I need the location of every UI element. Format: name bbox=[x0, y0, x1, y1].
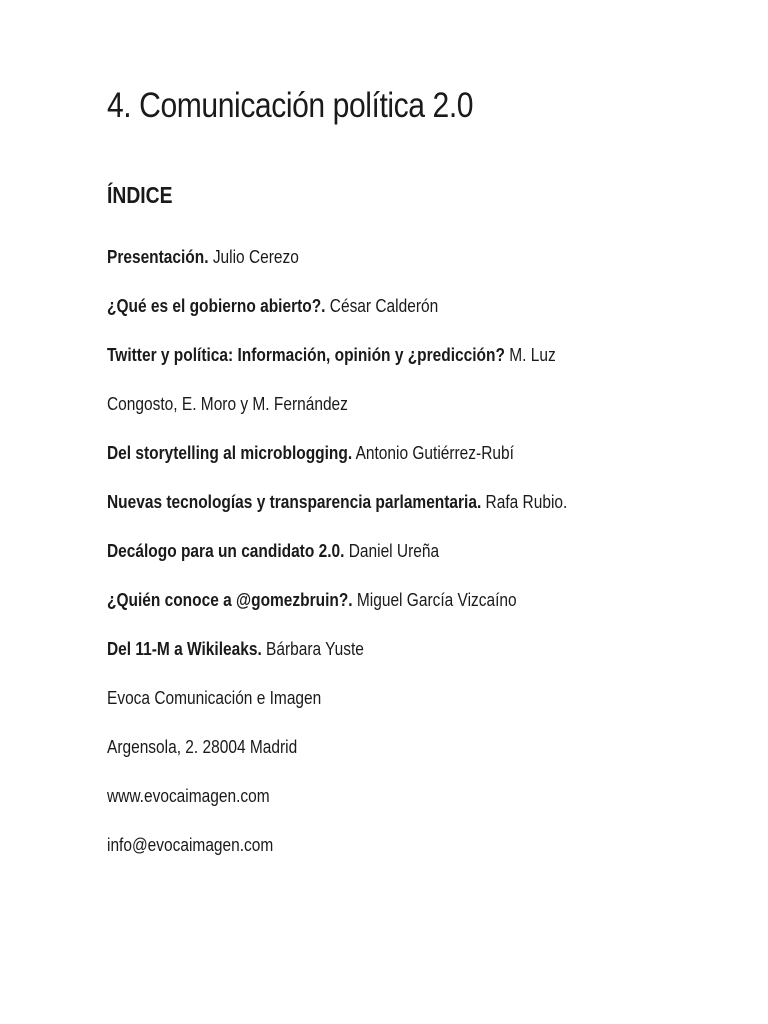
publisher-address: Argensola, 2. 28004 Madrid bbox=[107, 737, 298, 757]
entry-title: Del storytelling al microblogging. bbox=[107, 443, 353, 463]
entry-author: M. Luz bbox=[504, 345, 556, 365]
index-heading: ÍNDICE bbox=[107, 182, 173, 208]
index-entry-twitter-politica-continued bbox=[107, 390, 567, 439]
index-entry-presentacion bbox=[107, 243, 567, 292]
entry-author: César Calderón bbox=[325, 296, 439, 316]
index-entry-storytelling bbox=[107, 439, 567, 488]
entry-title: ¿Quién conoce a @gomezbruin?. bbox=[107, 590, 353, 610]
index-entry-decalogo bbox=[107, 537, 567, 586]
publisher-name: Evoca Comunicación e Imagen bbox=[107, 688, 322, 708]
publisher-website: www.evocaimagen.com bbox=[107, 786, 270, 806]
entry-title: ¿Qué es el gobierno abierto?. bbox=[107, 296, 326, 316]
index-entry-gobierno-abierto bbox=[107, 292, 567, 341]
entry-title: Presentación. bbox=[107, 247, 209, 267]
entry-author: Bárbara Yuste bbox=[261, 639, 364, 659]
entry-title: Del 11-M a Wikileaks. bbox=[107, 639, 262, 659]
entry-author: Congosto, E. Moro y M. Fernández bbox=[107, 394, 348, 414]
entry-title: Decálogo para un candidato 2.0. bbox=[107, 541, 345, 561]
index-entry-wikileaks bbox=[107, 635, 567, 684]
index-entry-gomezbruin bbox=[107, 586, 567, 635]
index-entry-transparencia bbox=[107, 488, 567, 537]
entry-title: Nuevas tecnologías y transparencia parlamentaria. bbox=[107, 492, 482, 512]
index-list bbox=[107, 243, 642, 880]
publisher-email: info@evocaimagen.com bbox=[107, 835, 274, 855]
entry-author: Julio Cerezo bbox=[208, 247, 299, 267]
index-entry-twitter-politica bbox=[107, 341, 567, 390]
entry-author: Antonio Gutiérrez-Rubí bbox=[352, 443, 514, 463]
document-title: 4. Comunicación política 2.0 bbox=[107, 86, 474, 125]
entry-author: Rafa Rubio. bbox=[481, 492, 568, 512]
entry-author: Daniel Ureña bbox=[344, 541, 440, 561]
entry-author: Miguel García Vizcaíno bbox=[352, 590, 517, 610]
entry-title: Twitter y política: Información, opinión y ¿predicción? bbox=[107, 345, 505, 365]
